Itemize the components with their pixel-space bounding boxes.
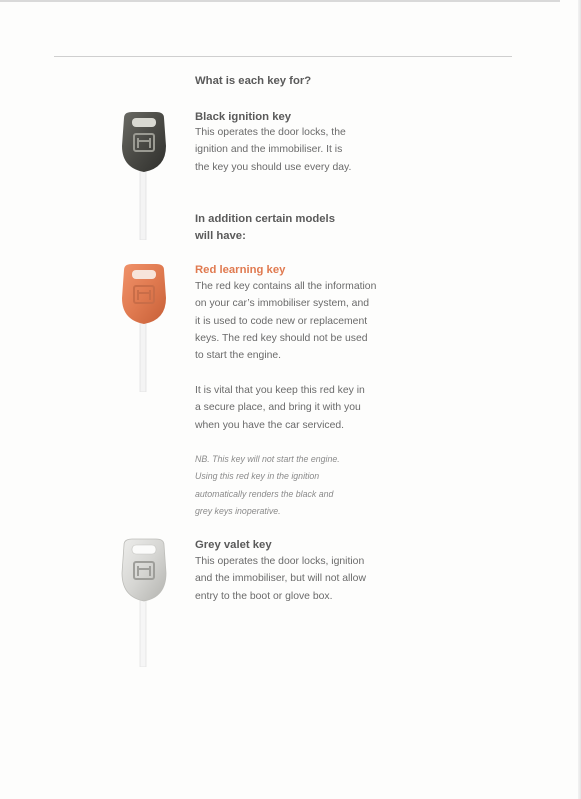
header-rule [54,56,512,57]
black-key-image [114,110,174,240]
red-key-title: Red learning key [195,264,286,276]
text-line: when you have the car serviced. [195,419,345,431]
text-line: the key you should use every day. [195,161,352,173]
text-line: In addition certain models [195,213,335,225]
grey-key-image [114,537,174,667]
black-key-description [195,124,395,176]
text-line: keys. The red key should not be used [195,332,368,344]
text-line: This operates the door locks, the [195,127,346,138]
text-line: It is vital that you keep this red key in [195,385,365,396]
text-line: The red key contains all the information [195,281,377,292]
text-line: ignition and the immobiliser. It is [195,144,343,156]
text-line: to start the engine. [195,350,282,362]
grey-key-description [195,553,395,605]
red-key-image [114,262,174,392]
text-line: Using this red key in the ignition [195,471,320,482]
text-line: This operates the door locks, ignition [195,556,365,567]
text-line: on your car’s immobiliser system, and [195,298,370,310]
text-line: it is used to code new or replacement [195,315,368,327]
text-line: entry to the boot or glove box. [195,590,333,602]
additional-models-heading [195,211,335,245]
grey-key-title: Grey valet key [195,539,272,551]
page-heading: What is each key for? [195,75,312,87]
red-key-description [195,278,395,364]
text-line: grey keys inoperative. [195,505,281,516]
black-key-title: Black ignition key [195,111,292,123]
text-line: will have: [195,230,246,242]
red-key-storage-advice [195,382,395,434]
text-line: a secure place, and bring it with you [195,402,361,414]
text-line: and the immobiliser, but will not allow [195,573,366,585]
text-line: automatically renders the black and [195,488,334,499]
text-line: NB. This key will not start the engine. [195,454,340,464]
page-top-edge [0,0,560,2]
red-key-note [195,451,385,520]
